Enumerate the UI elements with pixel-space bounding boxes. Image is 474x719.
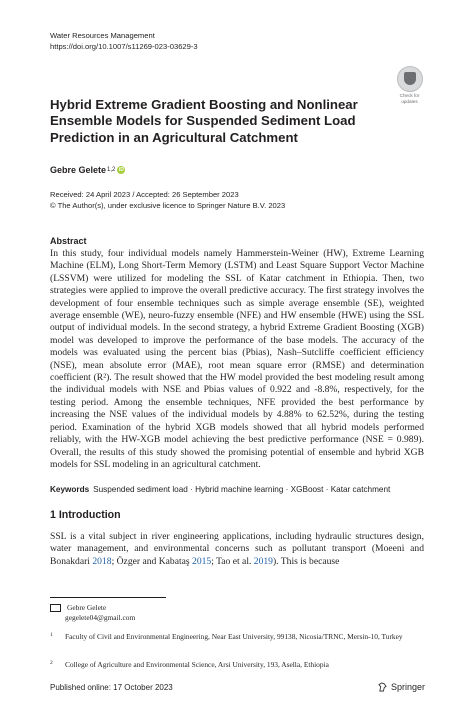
author-line: [50, 165, 125, 175]
citation-link[interactable]: 2018: [92, 555, 112, 567]
intro-text-1: SSL is a vital subject in river engineering applications, including hydraulic structures design, water management, and environmental concerns such as pollutant transport (Moeeni and Bonakdari: [50, 531, 424, 567]
copyright-line: © The Author(s), under exclusive licence to Springer Nature B.V. 2023: [50, 200, 286, 210]
doi-link[interactable]: https://doi.org/10.1007/s11269-023-03629-3: [50, 41, 198, 51]
bookmark-icon: [397, 66, 423, 92]
affiliation-text: College of Agriculture and Environmental Science, Arsi University, 193, Asella, Ethiopia: [65, 660, 329, 669]
envelope-icon: [50, 604, 61, 612]
keywords-label: Keywords: [50, 485, 90, 494]
citation-link[interactable]: 2015: [192, 555, 212, 567]
journal-header: [50, 31, 198, 52]
intro-text-2: ; Özger and Kabataş: [111, 555, 193, 567]
abstract-heading: Abstract: [50, 236, 87, 246]
check-for-updates-badge[interactable]: [393, 66, 426, 102]
badge-line-1: Check for: [399, 93, 420, 98]
affiliation-number: 1: [50, 632, 53, 638]
section-heading-introduction: 1 Introduction: [50, 509, 121, 521]
keywords-list: Suspended sediment load · Hybrid machine learning · XGBoost · Katar catchment: [93, 485, 391, 494]
author-name[interactable]: Gebre Gelete: [50, 165, 107, 175]
publisher-name: Springer: [391, 682, 426, 692]
introduction-text: [50, 531, 424, 568]
paper-title: Hybrid Extreme Gradient Boosting and Nonlinear Ensemble Models for Suspended Sediment Load Prediction in an Agricultural Catchment: [50, 97, 358, 145]
author-affiliation-marks: 1,2: [107, 167, 116, 173]
journal-name: Water Resources Management: [50, 31, 155, 40]
correspondence-block: [50, 603, 135, 623]
correspondence-name: Gebre Gelete: [67, 603, 107, 612]
springer-horse-icon: [378, 682, 387, 692]
published-online: Published online: 17 October 2023: [50, 683, 173, 692]
footnote-divider: [50, 597, 166, 598]
intro-text-3: ; Tao et al.: [211, 555, 254, 567]
affiliation-text: Faculty of Civil and Environmental Engineering, Near East University, 99138, Nicosia/TRNC, Mersin-10, Turkey: [65, 632, 403, 641]
intro-text-4: ). This is because: [272, 555, 340, 567]
abstract-text: In this study, four individual models namely Hammerstein-Weiner (HW), Extreme Learning Machine (ELM), Long Short-Term Memory (LSTM) and Least Square Support Vector Machine (LSSVM) were utilized for modeling the SSL of Katar catchment in Ethiopia. Then, two strategies were applied to improve the overall predictive accuracy. The first strategy involves the development of four ensemble techniques such as simple average ensemble (SE), weighted average ensemble (WE), neuro-fuzzy ensemble (NFE) and HW ensemble (HWE) using the SSL output of individual models. In the second strategy, a hybrid Extreme Gradient Boosting (XGB) model was developed to improve the performance of the base models. The accuracy of the models was evaluated using the percent bias (Pbias), Nash–Sutcliffe coefficient efficiency (NSE), mean absolute error (MAE), root mean square error (RMSE) and determination coefficient (R²). The result showed that the HW model provided the best modeling result among the individual models with NSE and Pbias values of 0.922 and -8.8%, respectively, for the testing period. Among the ensemble techniques, NFE provided the best performance by increasing the NSE values of the individual models by 4.88% to 62.52%, during the testing period. Examination of the hybrid XGB models showed that all hybrid models performed reliably, with the HW-XGB model achieving the best predictive performance (NSE = 0.989). Overall, the results of this study showed the promising potential of ensemble and hybrid XGB models for SSL modeling in an agricultural catchment.: [50, 248, 424, 470]
keywords-line: [50, 485, 424, 494]
received-accepted: Received: 24 April 2023 / Accepted: 26 September 2023: [50, 190, 239, 199]
correspondence-email[interactable]: gegelete04@gmail.com: [65, 613, 136, 622]
affiliation-1: [50, 632, 424, 642]
orcid-icon[interactable]: iD: [118, 167, 124, 173]
affiliation-number: 2: [50, 660, 53, 666]
dates-block: [50, 190, 285, 211]
publisher-logo[interactable]: [378, 682, 425, 692]
badge-line-2: updates: [401, 99, 418, 104]
citation-link[interactable]: 2019: [253, 555, 273, 567]
affiliation-2: [50, 660, 424, 670]
